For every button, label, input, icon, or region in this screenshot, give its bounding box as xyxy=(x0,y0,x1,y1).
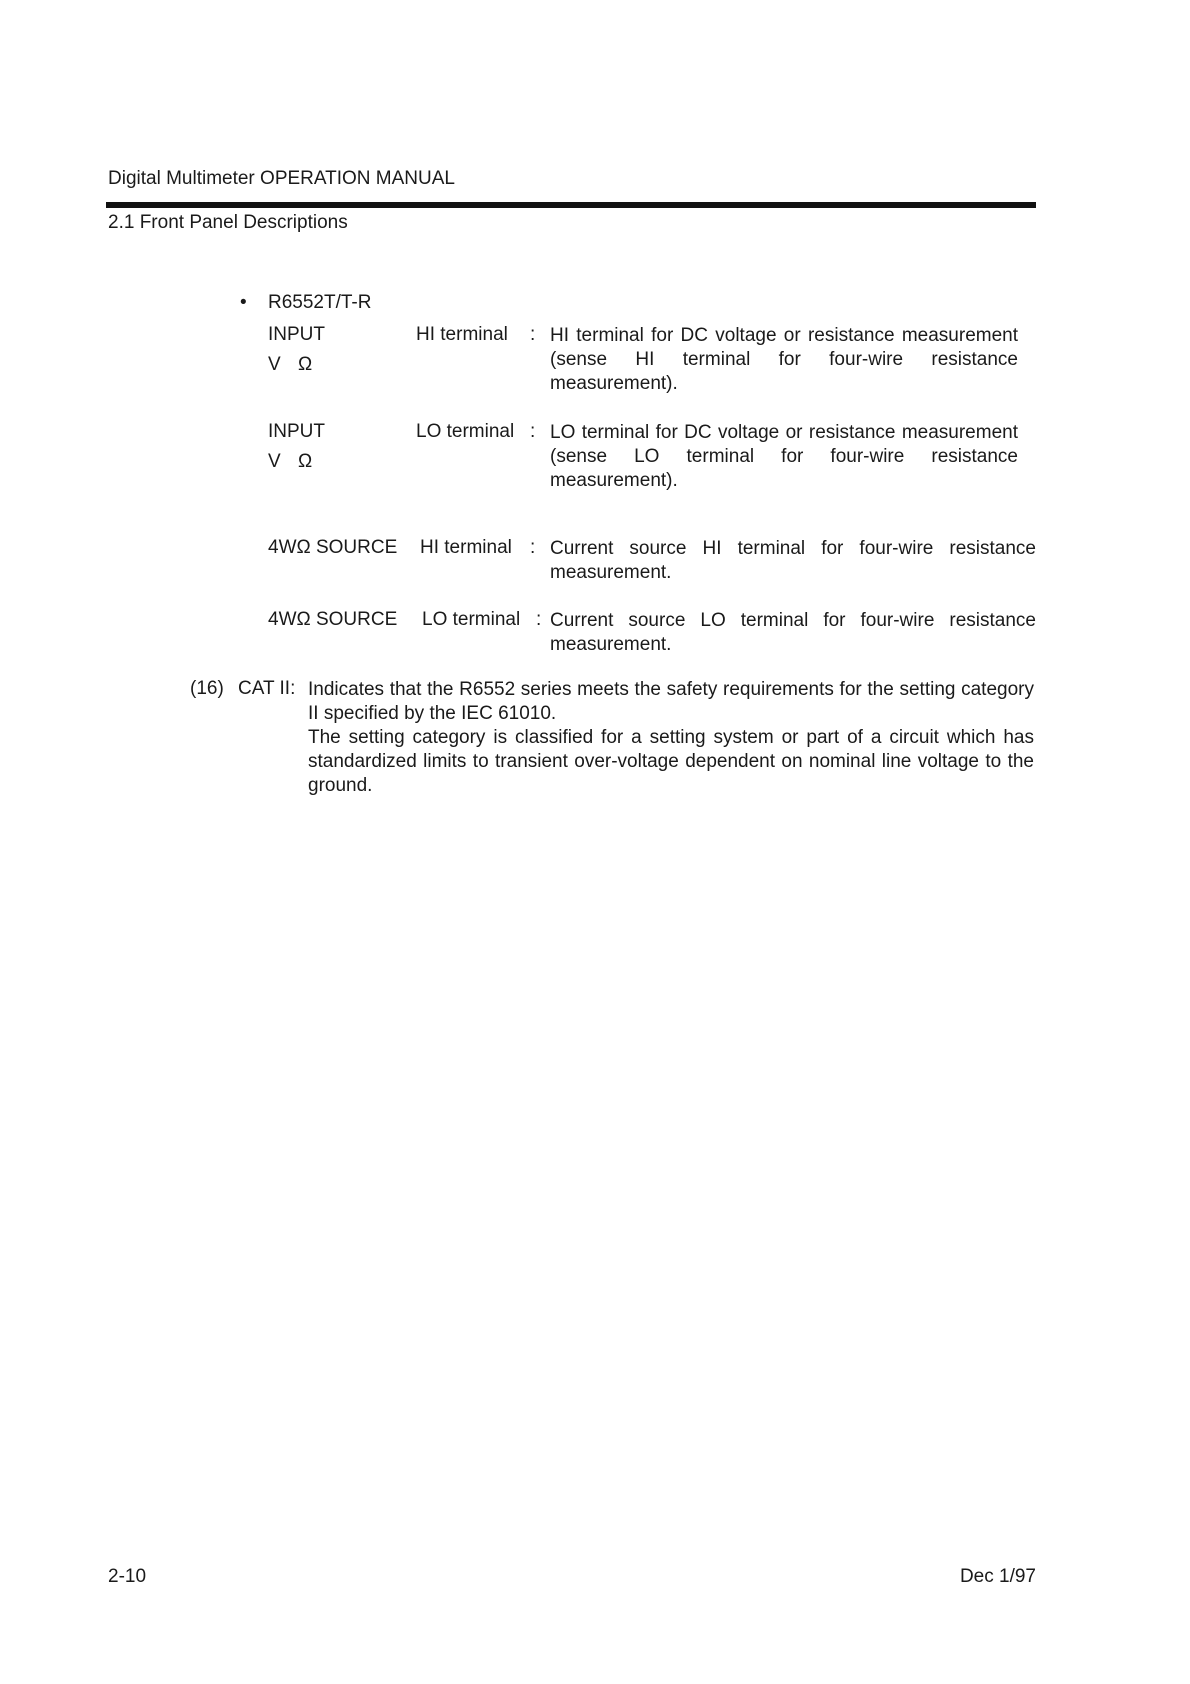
bullet: • xyxy=(240,292,247,313)
terminal-name: INPUT xyxy=(268,324,325,345)
terminal-role: HI terminal xyxy=(416,324,508,345)
section-title: 2.1 Front Panel Descriptions xyxy=(108,212,348,233)
model-name: R6552T/T-R xyxy=(268,292,372,313)
separator-colon: : xyxy=(530,324,536,345)
separator-colon: : xyxy=(530,537,536,558)
note-label: CAT II: xyxy=(238,678,296,699)
terminal-symbol: V Ω xyxy=(268,354,319,375)
terminal-name: 4WΩ SOURCE xyxy=(268,609,398,630)
terminal-entry xyxy=(268,324,1036,396)
terminal-description: Current source HI terminal for four-wire resistance measurement. xyxy=(550,538,1036,583)
separator-colon: : xyxy=(530,421,536,442)
terminal-entry xyxy=(268,609,1036,657)
page-date: Dec 1/97 xyxy=(959,1566,1036,1587)
note-paragraph: Indicates that the R6552 series meets the safety requirements for the setting category II specified by the IEC 61010. xyxy=(308,679,1034,724)
note-paragraph: The setting category is classified for a setting system or part of a circuit which has standardized limits to transient over-voltage dependent on nominal line voltage to the ground. xyxy=(308,727,1034,796)
note-text xyxy=(308,678,1034,798)
terminal-description: Current source LO terminal for four-wire resistance measurement. xyxy=(550,610,1036,655)
terminal-name: 4WΩ SOURCE xyxy=(268,537,398,558)
terminal-role: HI terminal xyxy=(420,537,512,558)
terminal-description: LO terminal for DC voltage or resistance measurement (sense LO terminal for four-wire resistance measurement). xyxy=(550,422,1018,491)
terminal-entry xyxy=(268,421,1036,493)
terminal-entry xyxy=(268,537,1036,585)
page-header-title: Digital Multimeter OPERATION MANUAL xyxy=(108,168,455,189)
terminal-role: LO terminal xyxy=(422,609,521,630)
page-number: 2-10 xyxy=(108,1566,147,1587)
note-number: (16) xyxy=(190,678,224,699)
terminal-symbol: V Ω xyxy=(268,451,319,472)
terminal-description: HI terminal for DC voltage or resistance measurement (sense HI terminal for four-wire resistance measurement). xyxy=(550,325,1018,394)
terminal-name: INPUT xyxy=(268,421,325,442)
header-rule xyxy=(106,202,1036,208)
separator-colon: : xyxy=(536,609,542,630)
terminal-role: LO terminal xyxy=(416,421,515,442)
